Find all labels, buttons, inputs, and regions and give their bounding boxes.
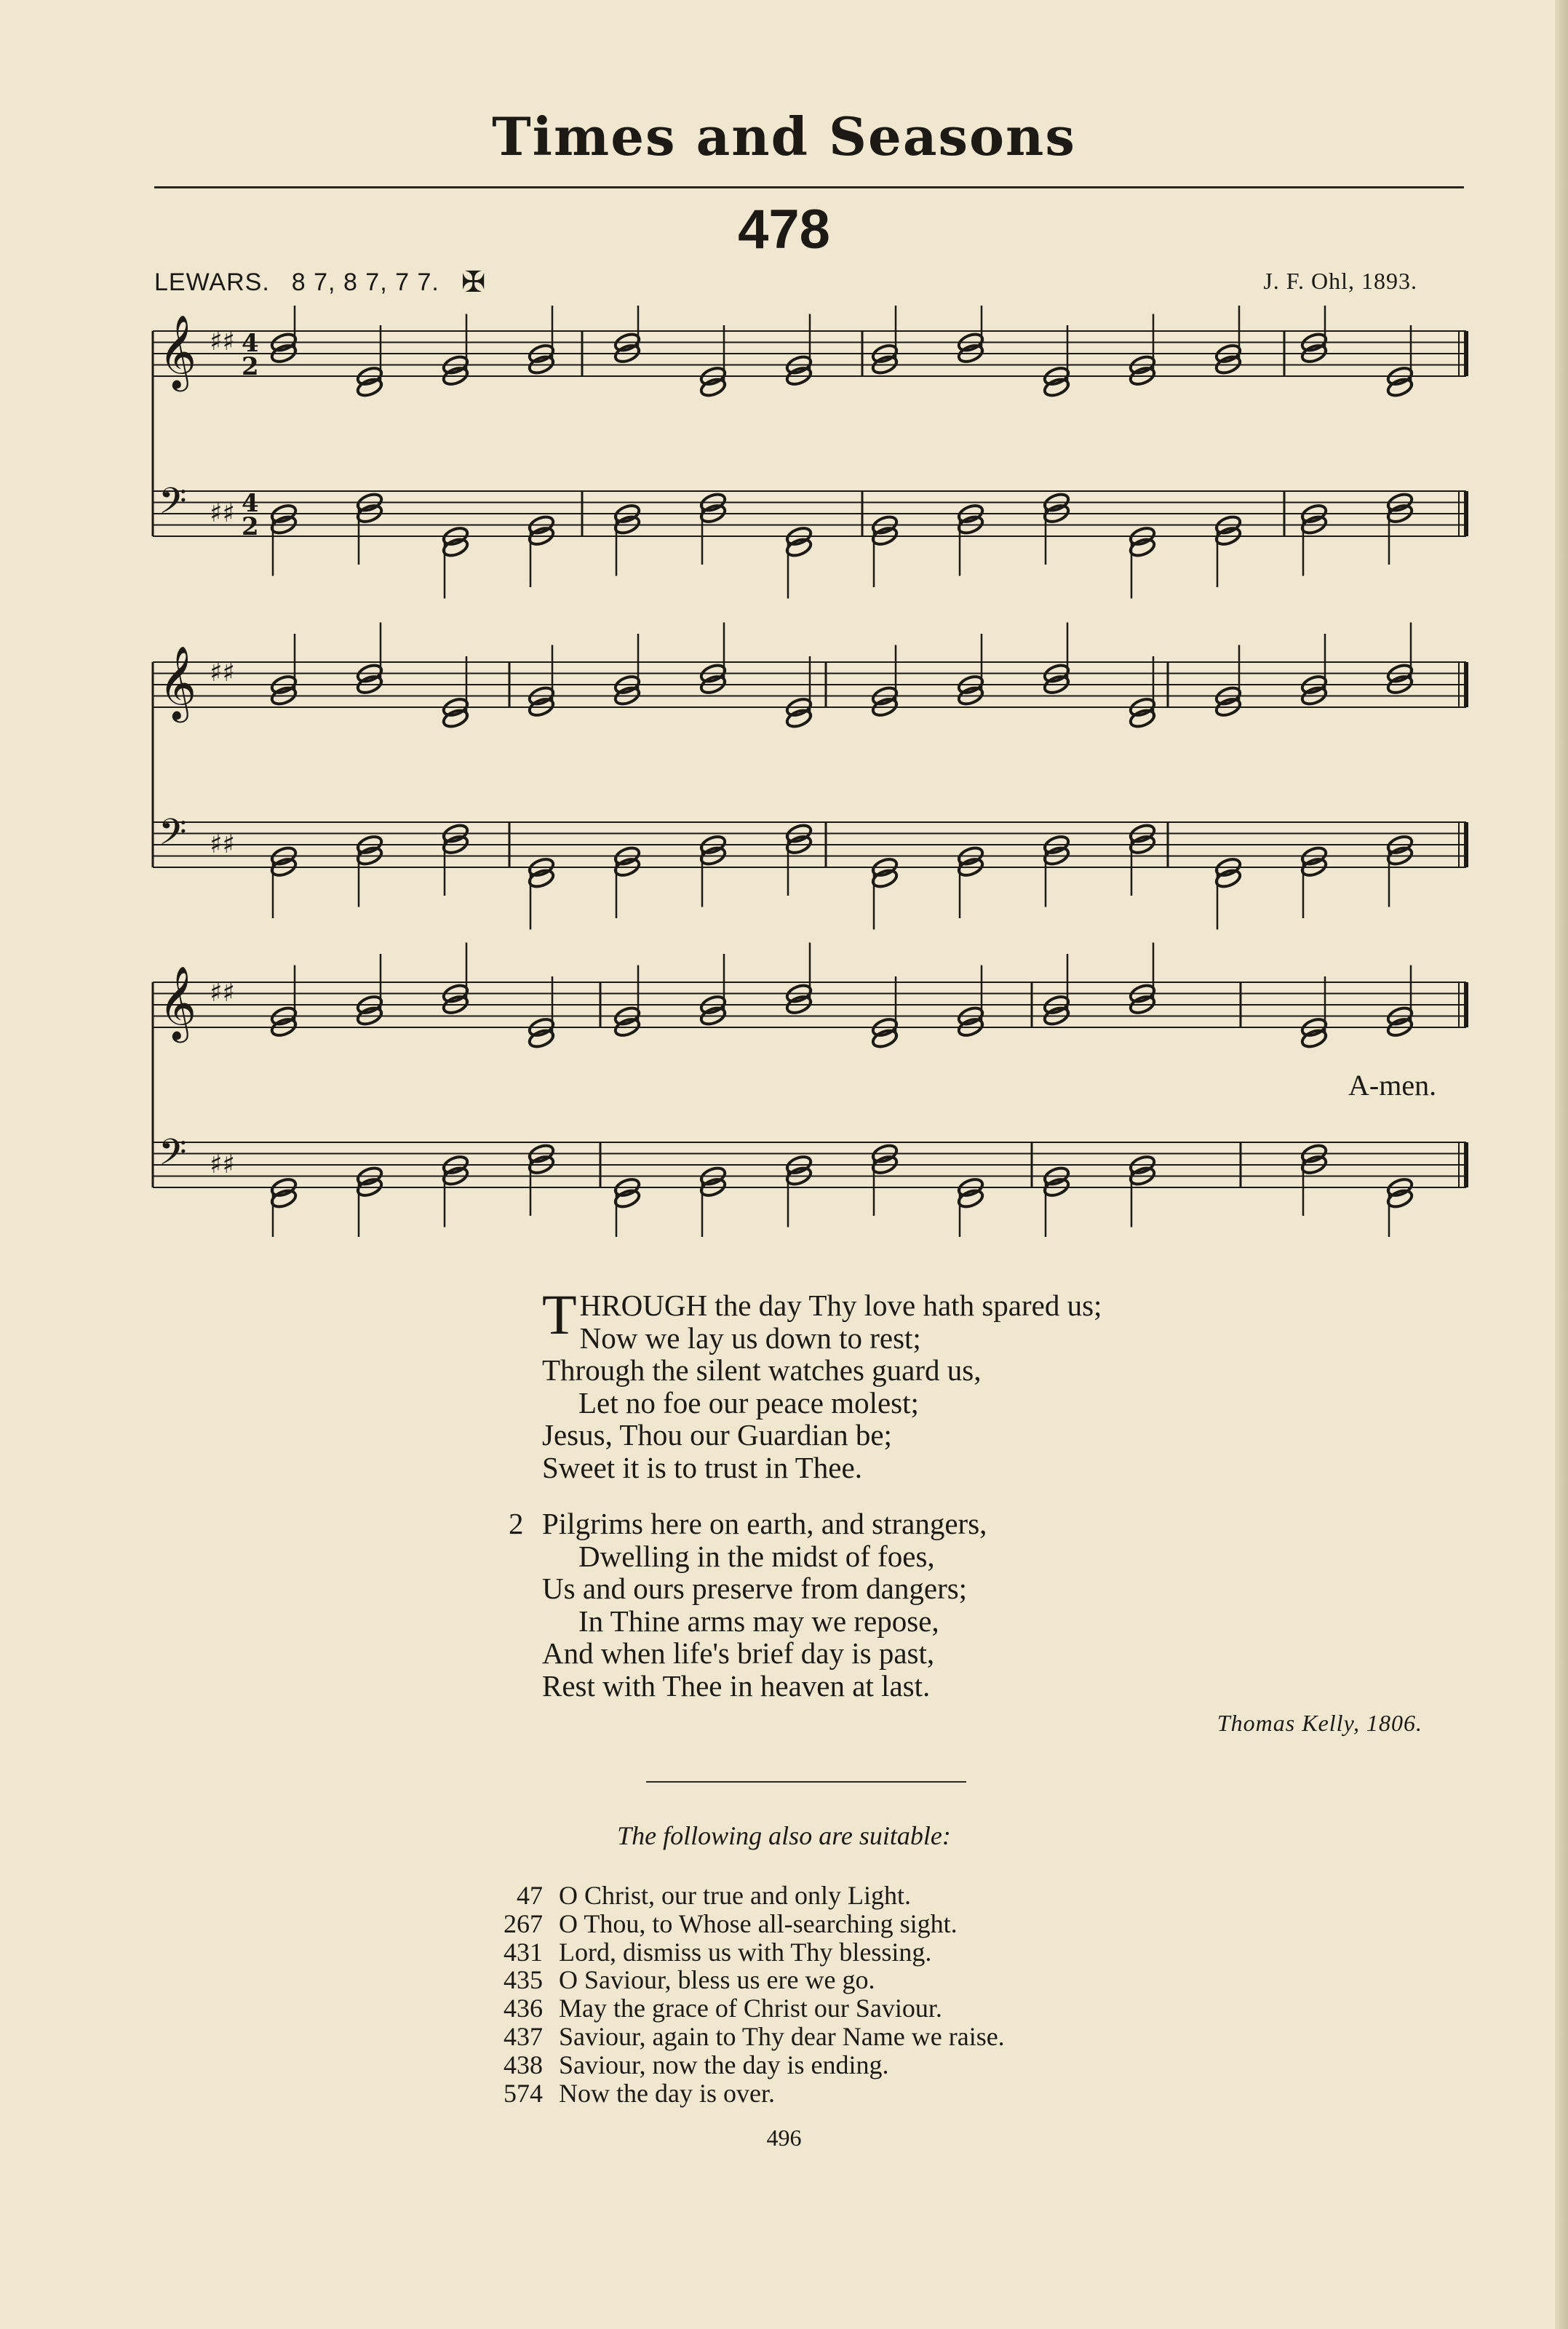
list-item: [473, 1882, 1005, 1910]
hymn-ref-number: 574: [504, 2078, 543, 2108]
hymn-number: 478: [738, 199, 830, 260]
cross-icon: ✠: [461, 266, 487, 298]
note-head: [957, 1187, 985, 1209]
page-number: 496: [766, 2125, 802, 2151]
hymn-ref-title: Lord, dismiss us with Thy blessing.: [559, 1937, 932, 1967]
verse-line: Jesus, Thou our Guardian be;: [542, 1418, 892, 1452]
hymn-ref-title: May the grace of Christ our Saviour.: [559, 1994, 942, 2023]
tune-header: [154, 266, 486, 299]
section-divider: [646, 1781, 966, 1783]
hymn-ref-number: 436: [504, 1994, 543, 2023]
note-head: [1129, 536, 1157, 558]
verse-line: Now we lay us down to rest;: [579, 1321, 921, 1355]
verse-line: Us and ours preserve from dangers;: [542, 1572, 968, 1605]
hymn-ref-number: 435: [504, 1965, 543, 1995]
verse-line: Sweet it is to trust in Thee.: [542, 1450, 862, 1484]
note-head: [699, 376, 728, 398]
section-title: Times and Seasons: [492, 105, 1076, 167]
note-head: [528, 867, 556, 889]
note-head: [1386, 376, 1414, 398]
note-head: [871, 867, 899, 889]
tune-meter: 8 7, 8 7, 7 7.: [291, 268, 439, 296]
note-head: [356, 376, 384, 398]
key-signature-icon: ♯♯: [210, 978, 235, 1008]
time-signature-bottom: 2: [242, 352, 259, 381]
music-score: [146, 306, 1470, 1237]
verse-line: In Thine arms may we repose,: [578, 1604, 939, 1638]
verse-line: Pilgrims here on earth, and strangers,: [542, 1507, 987, 1540]
hymn-ref-number: 267: [504, 1908, 543, 1938]
hymn-ref-number: 431: [504, 1937, 543, 1967]
verse-1: [542, 1283, 1102, 1484]
drop-cap: T: [542, 1283, 577, 1346]
list-item: [473, 2079, 1005, 2108]
note-head: [785, 536, 813, 558]
note-head: [528, 1027, 556, 1049]
key-signature-icon: ♯♯: [210, 498, 235, 528]
note-head: [1386, 1187, 1414, 1209]
hymn-ref-number: 438: [504, 2050, 543, 2079]
note-head: [785, 707, 813, 729]
hymn-ref-number: 437: [504, 2021, 543, 2051]
note-head: [442, 536, 470, 558]
note-head: [442, 707, 470, 729]
note-head: [613, 1187, 642, 1209]
title-divider: [154, 186, 1464, 188]
verse-line: And when life's brief day is past,: [542, 1636, 935, 1670]
note-head: [1300, 1027, 1329, 1049]
hymn-ref-number: 47: [517, 1881, 543, 1910]
bass-clef-icon: 𝄢: [159, 811, 187, 862]
list-item: [473, 1938, 1005, 1967]
treble-clef-icon: 𝄞: [159, 314, 197, 389]
bass-clef-icon: 𝄢: [159, 1131, 187, 1182]
verse-line: Dwelling in the midst of foes,: [578, 1539, 935, 1573]
tune-name: LEWARS.: [154, 268, 270, 296]
note-head: [1214, 867, 1243, 889]
page-edge: [1555, 0, 1568, 2329]
list-item: [473, 2051, 1005, 2079]
key-signature-icon: ♯♯: [210, 1150, 235, 1179]
verse-line: Through the silent watches guard us,: [542, 1353, 982, 1387]
key-signature-icon: ♯♯: [210, 658, 235, 688]
author-credit: Thomas Kelly, 1806.: [1217, 1710, 1422, 1736]
key-signature-icon: ♯♯: [210, 327, 235, 357]
also-suitable-heading: The following also are suitable:: [617, 1821, 951, 1850]
note-head: [270, 1187, 298, 1209]
treble-clef-icon: 𝄞: [159, 645, 197, 720]
verse-line: Rest with Thee in heaven at last.: [542, 1668, 931, 1703]
list-item: [473, 1966, 1005, 1994]
note-head: [1043, 376, 1071, 398]
key-signature-icon: ♯♯: [210, 829, 235, 859]
note-head: [871, 1027, 899, 1049]
note-head: [1129, 707, 1157, 729]
composer-credit: J. F. Ohl, 1893.: [1263, 268, 1417, 294]
hymn-ref-title: Now the day is over.: [559, 2078, 775, 2108]
list-item: [473, 2023, 1005, 2051]
hymn-ref-title: Saviour, now the day is ending.: [559, 2050, 889, 2079]
bass-clef-icon: 𝄢: [159, 480, 187, 531]
treble-clef-icon: 𝄞: [159, 965, 197, 1040]
list-item: [473, 1910, 1005, 1938]
verse-2: [509, 1507, 987, 1703]
also-suitable-list: [473, 1882, 1005, 2107]
time-signature-top: 4: [242, 489, 259, 518]
verse-line: HROUGH the day Thy love hath spared us;: [579, 1289, 1102, 1322]
time-signature-bottom: 2: [242, 512, 259, 541]
hymn-ref-title: O Thou, to Whose all-searching sight.: [559, 1908, 958, 1938]
verse-line: Let no foe our peace molest;: [578, 1385, 919, 1420]
amen-label: A-men.: [1348, 1069, 1437, 1102]
verse-number: 2: [509, 1507, 524, 1540]
hymn-ref-title: Saviour, again to Thy dear Name we raise.: [559, 2021, 1005, 2051]
hymn-ref-title: O Saviour, bless us ere we go.: [559, 1965, 875, 1995]
time-signature-top: 4: [242, 329, 259, 358]
list-item: [473, 1994, 1005, 2023]
hymn-ref-title: O Christ, our true and only Light.: [559, 1881, 911, 1910]
